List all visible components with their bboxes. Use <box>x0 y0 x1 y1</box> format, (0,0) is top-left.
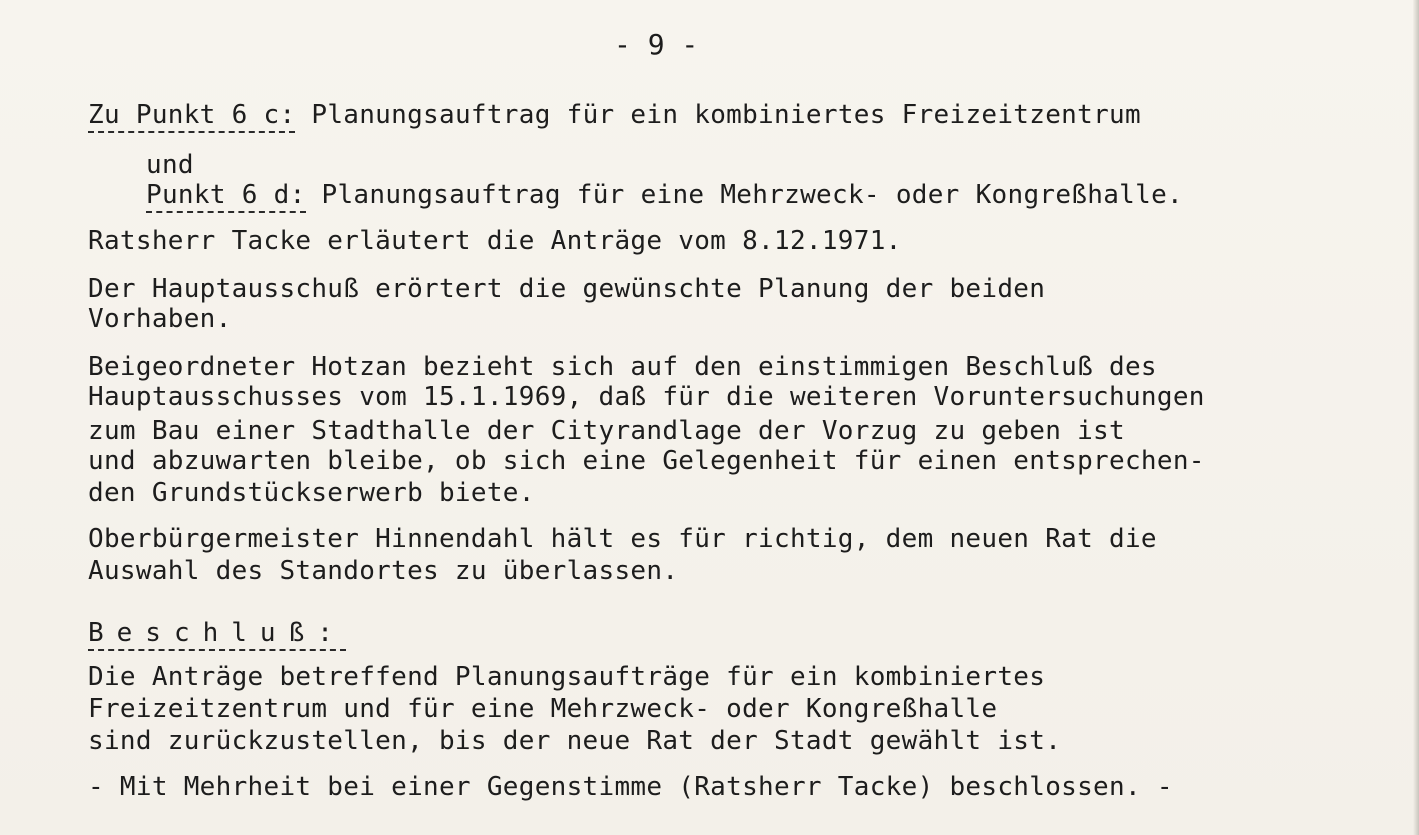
paragraph-line: Vorhaben. <box>88 304 232 334</box>
resolution-line: Freizeitzentrum und für eine Mehrzweck- oder Kongreßhalle <box>88 694 998 724</box>
page-number: - 9 - <box>614 28 699 61</box>
paragraph-line: Ratsherr Tacke erläutert die Anträge vom 8.12.1971. <box>88 226 902 256</box>
paragraph-line: und abzuwarten bleibe, ob sich eine Gelegenheit für einen entsprechen- <box>88 446 1205 476</box>
resolution-heading: Beschluß: <box>88 618 346 648</box>
resolution-line: Die Anträge betreffend Planungsaufträge für ein kombiniertes <box>88 662 1046 692</box>
paragraph-line: den Grundstückserwerb biete. <box>88 478 535 508</box>
page-edge-shadow <box>1413 0 1419 835</box>
agenda-item-6c <box>88 100 1141 130</box>
paragraph-line: zum Bau einer Stadthalle der Cityrandlage der Vorzug zu geben ist <box>88 416 1125 446</box>
paragraph-line: Der Hauptausschuß erörtert die gewünschte Planung der beiden <box>88 274 1046 304</box>
agenda-item-6c-text: Planungsauftrag für ein kombiniertes Freizeitzentrum <box>295 100 1141 130</box>
paragraph-line: Auswahl des Standortes zu überlassen. <box>88 556 679 586</box>
paragraph-line: Beigeordneter Hotzan bezieht sich auf den einstimmigen Beschluß des <box>88 352 1157 382</box>
agenda-item-6d <box>146 180 1183 210</box>
agenda-item-6d-label: Punkt 6 d: <box>146 180 306 213</box>
agenda-item-6c-label: Zu Punkt 6 c: <box>88 100 295 133</box>
paragraph-line: Hauptausschusses vom 15.1.1969, daß für die weiteren Voruntersuchungen <box>88 382 1205 412</box>
agenda-item-6d-text: Planungsauftrag für eine Mehrzweck- oder Kongreßhalle. <box>305 180 1183 210</box>
paragraph-line: Oberbürgermeister Hinnendahl hält es für richtig, dem neuen Rat die <box>88 524 1157 554</box>
vote-result: - Mit Mehrheit bei einer Gegenstimme (Ratsherr Tacke) beschlossen. - <box>88 772 1173 802</box>
resolution-line: sind zurückzustellen, bis der neue Rat der Stadt gewählt ist. <box>88 726 1062 756</box>
conjunction-und: und <box>146 150 194 180</box>
